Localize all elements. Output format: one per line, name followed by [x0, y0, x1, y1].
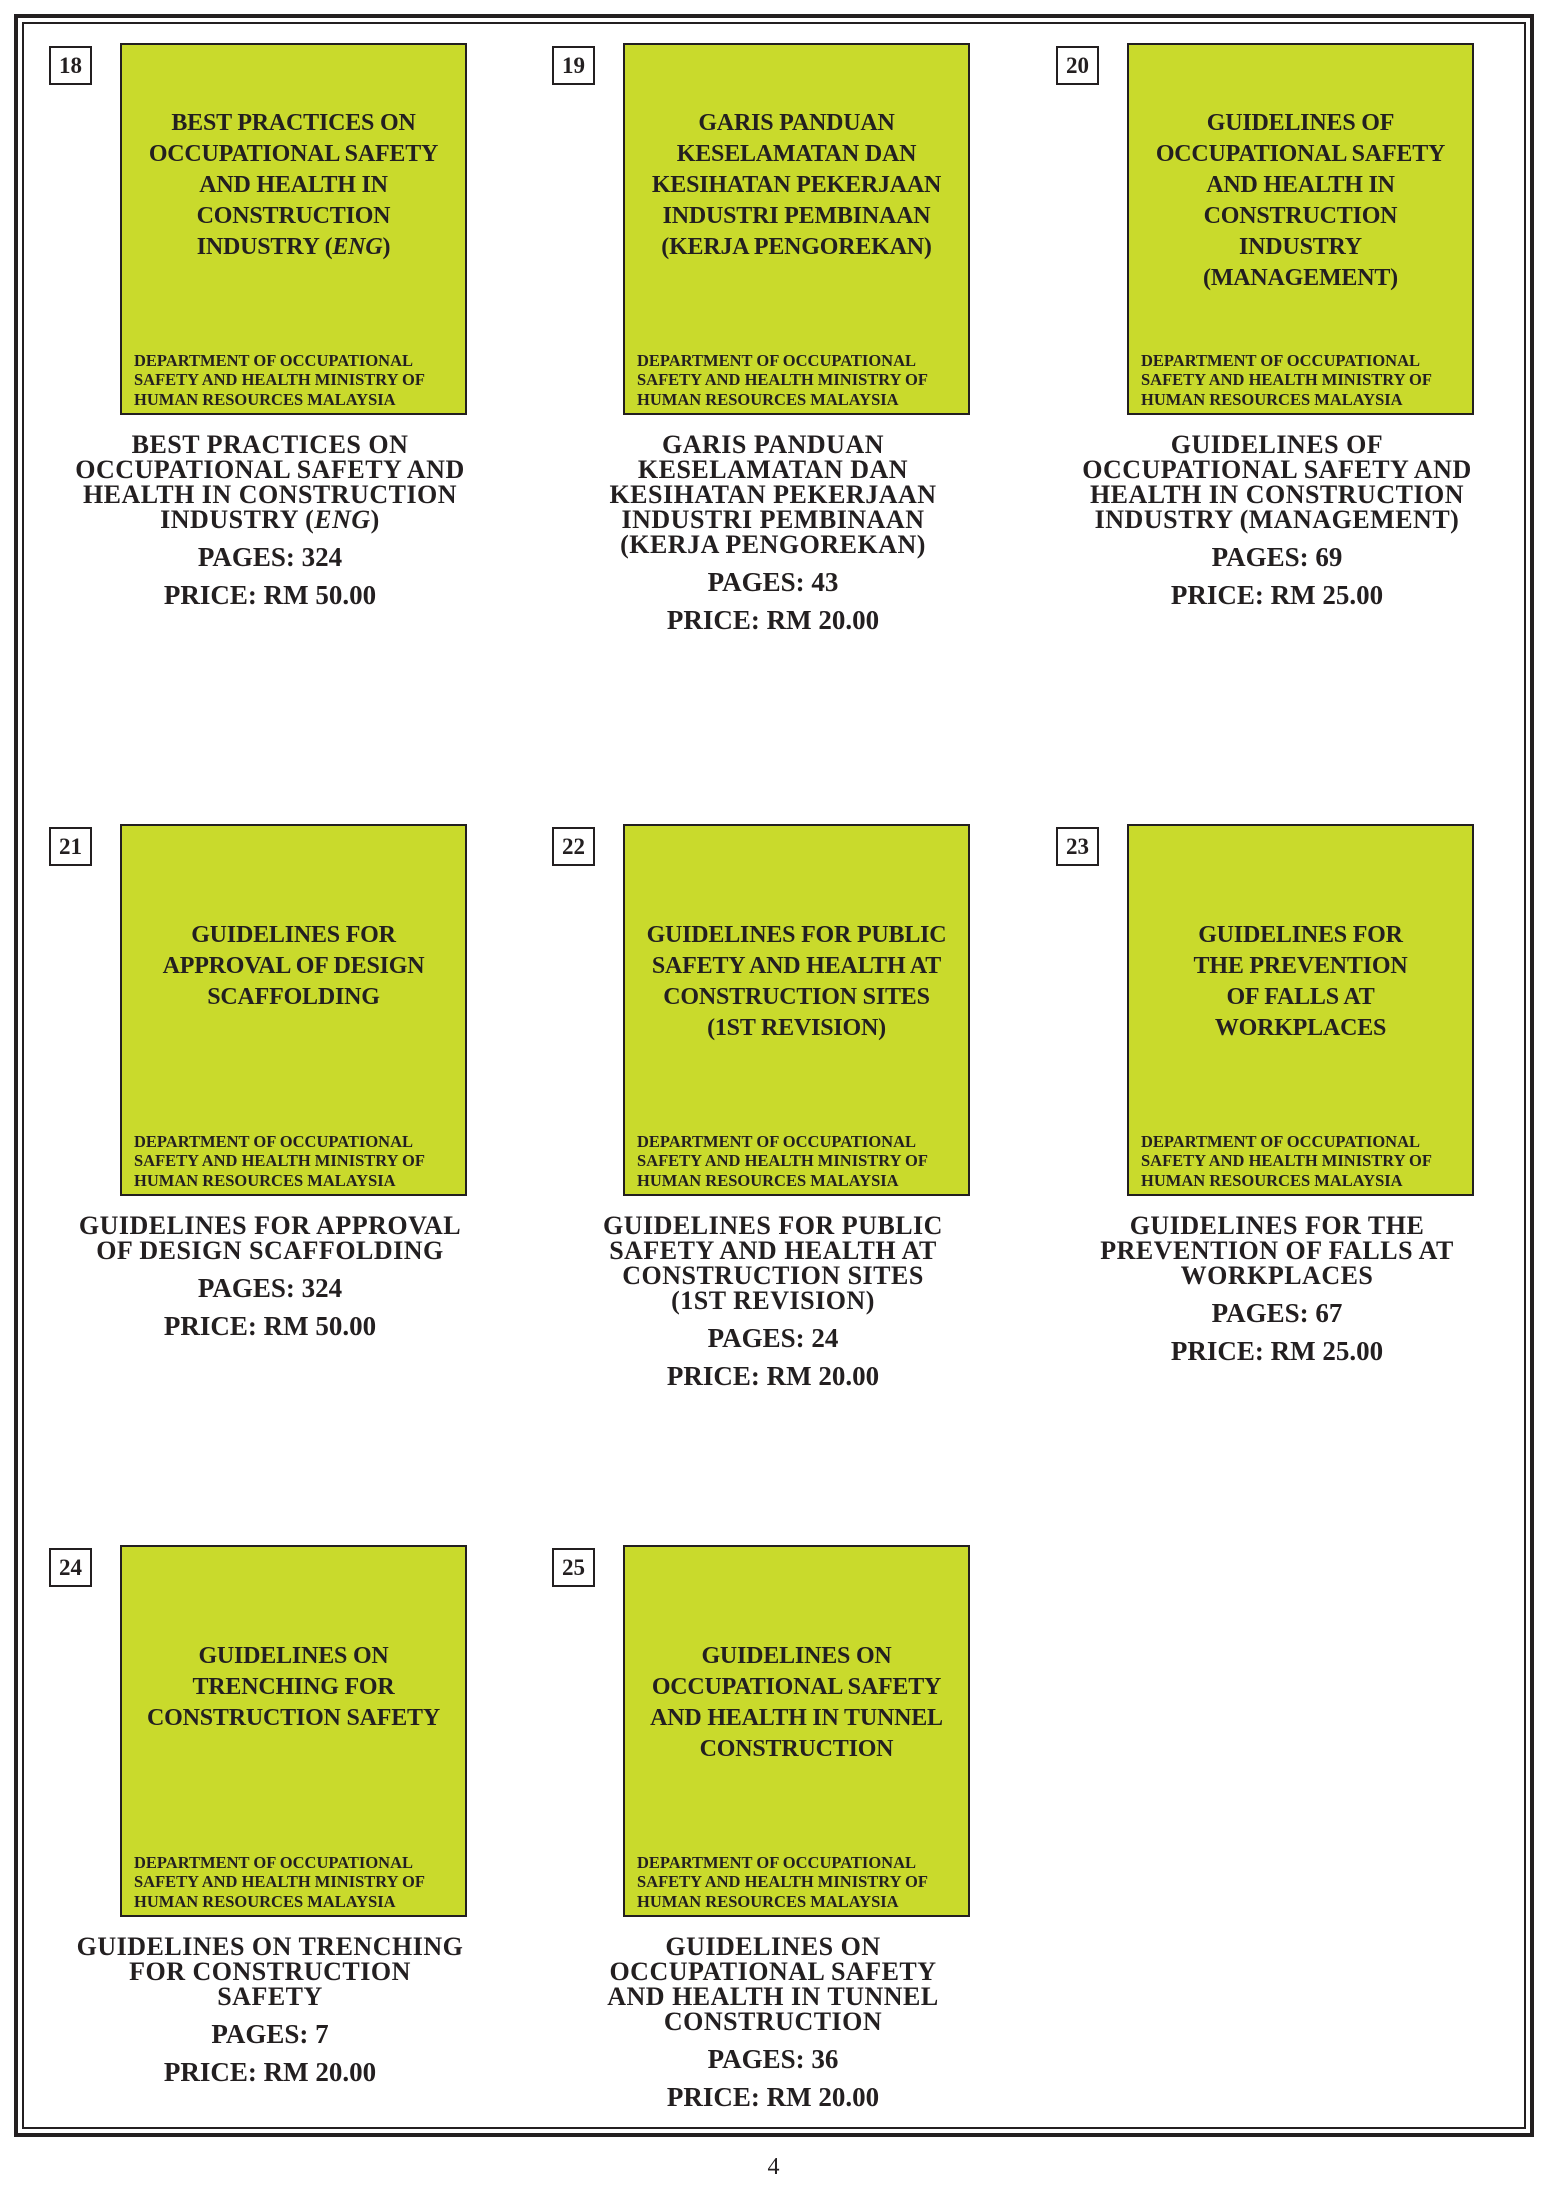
- cover-title-text: INDUSTRY (: [196, 234, 333, 260]
- caption-title-line: HEALTH IN CONSTRUCTION: [82, 480, 458, 509]
- cover-publisher: [134, 1853, 425, 1912]
- page-count: PAGES: 36: [707, 2044, 839, 2074]
- cover-title-line: INDUSTRY: [1239, 234, 1362, 260]
- cover-title-line: CONSTRUCTION: [699, 1736, 894, 1762]
- price: PRICE: RM 20.00: [666, 605, 880, 635]
- cover-title-line: AND HEALTH IN: [199, 172, 388, 198]
- page-count: PAGES: 7: [211, 2019, 329, 2049]
- catalog-item-19: [552, 43, 994, 643]
- catalog-item-18: [49, 43, 491, 643]
- book-cover: [623, 824, 970, 1196]
- cover-title-line: SAFETY AND HEALTH AT: [651, 953, 942, 979]
- item-number-badge: 25: [552, 1548, 595, 1587]
- publisher-line: HUMAN RESOURCES MALAYSIA: [134, 1170, 396, 1190]
- caption-title-line: OCCUPATIONAL SAFETY AND: [75, 455, 465, 484]
- caption-title-line: CONSTRUCTION: [663, 2007, 883, 2036]
- publisher-line: HUMAN RESOURCES MALAYSIA: [1141, 1170, 1403, 1190]
- cover-publisher: [134, 351, 425, 410]
- caption-title-line: AND HEALTH IN TUNNEL: [607, 1982, 939, 2011]
- publisher-line: DEPARTMENT OF OCCUPATIONAL: [1141, 1131, 1421, 1151]
- publisher-line: SAFETY AND HEALTH MINISTRY OF: [134, 370, 425, 389]
- caption-title-line: OF DESIGN SCAFFOLDING: [96, 1236, 444, 1265]
- publisher-line: HUMAN RESOURCES MALAYSIA: [1141, 389, 1403, 409]
- caption-title-line: SAFETY AND HEALTH AT: [609, 1236, 937, 1265]
- page-count: PAGES: 67: [1211, 1298, 1343, 1328]
- caption-title-line: SAFETY: [217, 1982, 323, 2011]
- price: PRICE: RM 20.00: [666, 2082, 880, 2112]
- publisher-line: HUMAN RESOURCES MALAYSIA: [134, 389, 396, 409]
- caption-title-line: WORKPLACES: [1180, 1261, 1374, 1290]
- cover-publisher: [637, 1132, 928, 1191]
- cover-title-line: GUIDELINES FOR PUBLIC: [646, 922, 947, 948]
- book-caption: [553, 1213, 993, 1395]
- book-caption: [553, 432, 993, 639]
- cover-title-line: CONSTRUCTION SAFETY: [147, 1705, 440, 1731]
- publisher-line: DEPARTMENT OF OCCUPATIONAL: [637, 350, 917, 370]
- caption-title-line: (KERJA PENGOREKAN): [620, 530, 926, 559]
- page-count: PAGES: 24: [707, 1323, 839, 1353]
- cover-title: [122, 108, 465, 263]
- caption-title-line: KESIHATAN PEKERJAAN: [609, 480, 937, 509]
- cover-title: [122, 920, 465, 1013]
- book-cover: [1127, 824, 1474, 1196]
- publisher-line: HUMAN RESOURCES MALAYSIA: [134, 1891, 396, 1911]
- book-caption: [50, 432, 490, 614]
- caption-title-line: PREVENTION OF FALLS AT: [1100, 1236, 1454, 1265]
- cover-title-line: APPROVAL OF DESIGN: [162, 953, 425, 979]
- catalog-item-21: [49, 824, 491, 1424]
- cover-title-line: [122, 232, 465, 263]
- caption-title-line: BEST PRACTICES ON: [131, 430, 409, 459]
- cover-title: [625, 1641, 968, 1765]
- caption-title-line: INDUSTRI PEMBINAAN: [621, 505, 925, 534]
- catalog-item-24: [49, 1545, 491, 2145]
- book-cover: [120, 43, 467, 415]
- caption-title-italic-text: ENG: [314, 505, 371, 534]
- publisher-line: HUMAN RESOURCES MALAYSIA: [637, 1891, 899, 1911]
- caption-title-text: INDUSTRY (: [160, 505, 315, 534]
- cover-publisher: [134, 1132, 425, 1191]
- catalog-item-25: [552, 1545, 994, 2145]
- cover-title-line: SCAFFOLDING: [207, 984, 380, 1010]
- publisher-line: SAFETY AND HEALTH MINISTRY OF: [134, 1151, 425, 1170]
- cover-title-line: OCCUPATIONAL SAFETY: [651, 1674, 942, 1700]
- cover-title: [625, 920, 968, 1044]
- cover-title-line: GUIDELINES FOR: [1198, 922, 1403, 948]
- item-number-badge: 24: [49, 1548, 92, 1587]
- item-number-badge: 20: [1056, 46, 1099, 85]
- publisher-line: DEPARTMENT OF OCCUPATIONAL: [134, 350, 414, 370]
- publisher-line: HUMAN RESOURCES MALAYSIA: [637, 389, 899, 409]
- caption-title-line: (1ST REVISION): [671, 1286, 875, 1315]
- price: PRICE: RM 25.00: [1170, 1336, 1384, 1366]
- cover-title-line: GUIDELINES FOR: [191, 922, 396, 948]
- caption-title-line: GUIDELINES FOR PUBLIC: [603, 1211, 943, 1240]
- book-cover: [623, 43, 970, 415]
- caption-title-line: OCCUPATIONAL SAFETY: [609, 1957, 937, 1986]
- caption-title-line: GUIDELINES ON: [665, 1932, 881, 1961]
- cover-publisher: [1141, 351, 1432, 410]
- caption-title-line: GUIDELINES ON TRENCHING: [76, 1932, 464, 1961]
- cover-title-line: (KERJA PENGOREKAN): [661, 234, 932, 260]
- cover-title-line: WORKPLACES: [1214, 1015, 1387, 1041]
- cover-title-line: CONSTRUCTION: [1203, 203, 1398, 229]
- cover-title-line: OCCUPATIONAL SAFETY: [1155, 141, 1446, 167]
- cover-title-line: BEST PRACTICES ON: [171, 110, 416, 136]
- publisher-line: DEPARTMENT OF OCCUPATIONAL: [134, 1131, 414, 1151]
- book-caption: [1057, 432, 1497, 614]
- cover-title-line: GUIDELINES ON: [198, 1643, 389, 1669]
- caption-title-line: KESELAMATAN DAN: [637, 455, 909, 484]
- cover-title-line: INDUSTRI PEMBINAAN: [662, 203, 931, 229]
- item-number-badge: 21: [49, 827, 92, 866]
- caption-title-text: ): [370, 505, 380, 534]
- price: PRICE: RM 50.00: [163, 580, 377, 610]
- cover-title-line: TRENCHING FOR: [192, 1674, 395, 1700]
- book-caption: [1057, 1213, 1497, 1370]
- caption-title-line: GUIDELINES FOR THE: [1129, 1211, 1425, 1240]
- cover-title-italic-text: ENG: [332, 234, 383, 260]
- book-caption: [553, 1934, 993, 2116]
- item-number-badge: 19: [552, 46, 595, 85]
- cover-title-line: KESELAMATAN DAN: [676, 141, 917, 167]
- cover-title-line: AND HEALTH IN TUNNEL: [650, 1705, 943, 1731]
- publisher-line: DEPARTMENT OF OCCUPATIONAL: [637, 1852, 917, 1872]
- page-count: PAGES: 69: [1211, 542, 1343, 572]
- cover-title-line: GARIS PANDUAN: [698, 110, 895, 136]
- publisher-line: SAFETY AND HEALTH MINISTRY OF: [134, 1872, 425, 1891]
- publisher-line: SAFETY AND HEALTH MINISTRY OF: [637, 1151, 928, 1170]
- item-number-badge: 18: [49, 46, 92, 85]
- catalog-item-22: [552, 824, 994, 1424]
- publisher-line: SAFETY AND HEALTH MINISTRY OF: [637, 370, 928, 389]
- cover-title-line: (1ST REVISION): [707, 1015, 886, 1041]
- publisher-line: SAFETY AND HEALTH MINISTRY OF: [1141, 370, 1432, 389]
- cover-title-line: AND HEALTH IN: [1206, 172, 1395, 198]
- book-cover: [120, 1545, 467, 1917]
- price: PRICE: RM 20.00: [163, 2057, 377, 2087]
- cover-title-line: OF FALLS AT: [1226, 984, 1375, 1010]
- cover-title-line: GUIDELINES OF: [1206, 110, 1395, 136]
- page-count: PAGES: 43: [707, 567, 839, 597]
- cover-title: [1129, 108, 1472, 294]
- page-count: PAGES: 324: [197, 542, 343, 572]
- publisher-line: DEPARTMENT OF OCCUPATIONAL: [1141, 350, 1421, 370]
- caption-title-line: HEALTH IN CONSTRUCTION: [1089, 480, 1465, 509]
- publisher-line: HUMAN RESOURCES MALAYSIA: [637, 1170, 899, 1190]
- cover-title-line: CONSTRUCTION SITES: [663, 984, 930, 1010]
- cover-publisher: [637, 1853, 928, 1912]
- publisher-line: DEPARTMENT OF OCCUPATIONAL: [134, 1852, 414, 1872]
- cover-title-line: (MANAGEMENT): [1203, 265, 1398, 291]
- publisher-line: DEPARTMENT OF OCCUPATIONAL: [637, 1131, 917, 1151]
- caption-title-line: GUIDELINES FOR APPROVAL: [78, 1211, 462, 1240]
- publisher-line: SAFETY AND HEALTH MINISTRY OF: [637, 1872, 928, 1891]
- cover-publisher: [1141, 1132, 1432, 1191]
- page-number: 4: [767, 2154, 780, 2180]
- book-caption: [50, 1934, 490, 2091]
- cover-title-line: THE PREVENTION: [1193, 953, 1408, 979]
- cover-title-line: GUIDELINES ON: [701, 1643, 892, 1669]
- cover-title-line: KESIHATAN PEKERJAAN: [651, 172, 942, 198]
- price: PRICE: RM 50.00: [163, 1311, 377, 1341]
- caption-title-line: GUIDELINES OF: [1170, 430, 1384, 459]
- cover-title-line: OCCUPATIONAL SAFETY: [148, 141, 439, 167]
- catalog-item-20: [1056, 43, 1498, 643]
- publisher-line: SAFETY AND HEALTH MINISTRY OF: [1141, 1151, 1432, 1170]
- book-caption: [50, 1213, 490, 1345]
- caption-title-line: INDUSTRY (MANAGEMENT): [1094, 505, 1460, 534]
- cover-title-text: ): [382, 234, 391, 260]
- catalog-item-23: [1056, 824, 1498, 1424]
- cover-title: [1129, 920, 1472, 1044]
- caption-title-line: CONSTRUCTION SITES: [622, 1261, 924, 1290]
- item-number-badge: 23: [1056, 827, 1099, 866]
- price: PRICE: RM 25.00: [1170, 580, 1384, 610]
- page-count: PAGES: 324: [197, 1273, 343, 1303]
- caption-title-line: FOR CONSTRUCTION: [129, 1957, 411, 1986]
- cover-title: [625, 108, 968, 263]
- item-number-badge: 22: [552, 827, 595, 866]
- caption-title-line: GARIS PANDUAN: [662, 430, 884, 459]
- cover-title: [122, 1641, 465, 1734]
- caption-title-line: [50, 507, 490, 532]
- cover-title-line: CONSTRUCTION: [196, 203, 391, 229]
- price: PRICE: RM 20.00: [666, 1361, 880, 1391]
- book-cover: [623, 1545, 970, 1917]
- cover-publisher: [637, 351, 928, 410]
- book-cover: [120, 824, 467, 1196]
- book-cover: [1127, 43, 1474, 415]
- caption-title-line: OCCUPATIONAL SAFETY AND: [1082, 455, 1472, 484]
